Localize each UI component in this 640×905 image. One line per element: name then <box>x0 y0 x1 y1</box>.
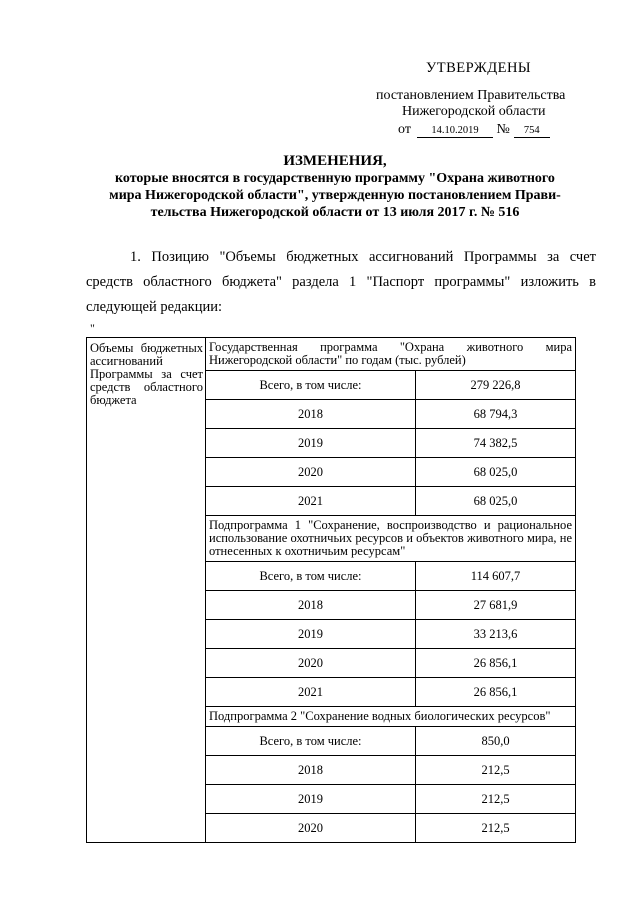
row-value: 212,5 <box>416 785 576 814</box>
heading-line-1: которые вносятся в государственную программу "Охрана животного <box>115 171 555 186</box>
row-value: 68 025,0 <box>416 458 576 487</box>
row-value: 68 794,3 <box>416 400 576 429</box>
left-label-cell: Объемы бюджетных ассигнований Программы за счет средств областного бюджета <box>87 338 206 843</box>
approval-date-line <box>398 122 550 138</box>
row-value: 850,0 <box>416 727 576 756</box>
row-label: 2018 <box>206 591 416 620</box>
approval-line-2: Нижегородской области <box>402 104 546 119</box>
document-heading <box>80 153 590 221</box>
row-label: 2021 <box>206 678 416 707</box>
row-label: 2020 <box>206 458 416 487</box>
opening-quote: " <box>90 321 95 335</box>
row-value: 212,5 <box>416 814 576 843</box>
row-value: 33 213,6 <box>416 620 576 649</box>
approval-line-1: постановлением Правительства <box>376 88 566 103</box>
row-label: 2019 <box>206 429 416 458</box>
row-value: 74 382,5 <box>416 429 576 458</box>
row-label: Всего, в том числе: <box>206 727 416 756</box>
budget-table <box>86 337 576 843</box>
row-label: 2020 <box>206 649 416 678</box>
budget-table-body <box>87 338 576 843</box>
approval-title: УТВЕРЖДЕНЫ <box>426 60 532 76</box>
row-value: 26 856,1 <box>416 649 576 678</box>
heading-line-3: тельства Нижегородской области от 13 июля 2017 г. № 516 <box>150 205 520 220</box>
approval-date: 14.10.2019 <box>417 125 493 138</box>
approval-number: 754 <box>514 125 550 138</box>
section-header: Подпрограмма 2 "Сохранение водных биологических ресурсов" <box>206 707 576 727</box>
section-header-row <box>87 338 576 371</box>
date-prefix: от <box>398 122 411 137</box>
row-label: Всего, в том числе: <box>206 371 416 400</box>
row-label: Всего, в том числе: <box>206 562 416 591</box>
heading-line-2: мира Нижегородской области", утвержденную постановлением Прави- <box>109 188 561 203</box>
row-label: 2021 <box>206 487 416 516</box>
section-header: Государственная программа "Охрана животного мира Нижегородской области" по годам (тыс. рублей) <box>206 338 576 371</box>
row-value: 27 681,9 <box>416 591 576 620</box>
row-value: 279 226,8 <box>416 371 576 400</box>
row-label: 2019 <box>206 620 416 649</box>
heading-title: ИЗМЕНЕНИЯ, <box>283 153 387 169</box>
row-label: 2019 <box>206 785 416 814</box>
number-prefix: № <box>496 122 510 137</box>
row-value: 114 607,7 <box>416 562 576 591</box>
paragraph-text: 1. Позицию "Объемы бюджетных ассигнований Программы за счет средств областного бюджета" раздела 1 "Паспорт программы" изложить в следующей редакции: <box>86 249 596 315</box>
body-paragraph <box>86 245 596 320</box>
row-value: 68 025,0 <box>416 487 576 516</box>
section-header: Подпрограмма 1 "Сохранение, воспроизводство и рациональное использование охотничьих ресурсов и объектов животного мира, не отнесенных к охотничьим ресурсам" <box>206 516 576 562</box>
row-value: 26 856,1 <box>416 678 576 707</box>
row-label: 2020 <box>206 814 416 843</box>
row-label: 2018 <box>206 400 416 429</box>
row-value: 212,5 <box>416 756 576 785</box>
row-label: 2018 <box>206 756 416 785</box>
